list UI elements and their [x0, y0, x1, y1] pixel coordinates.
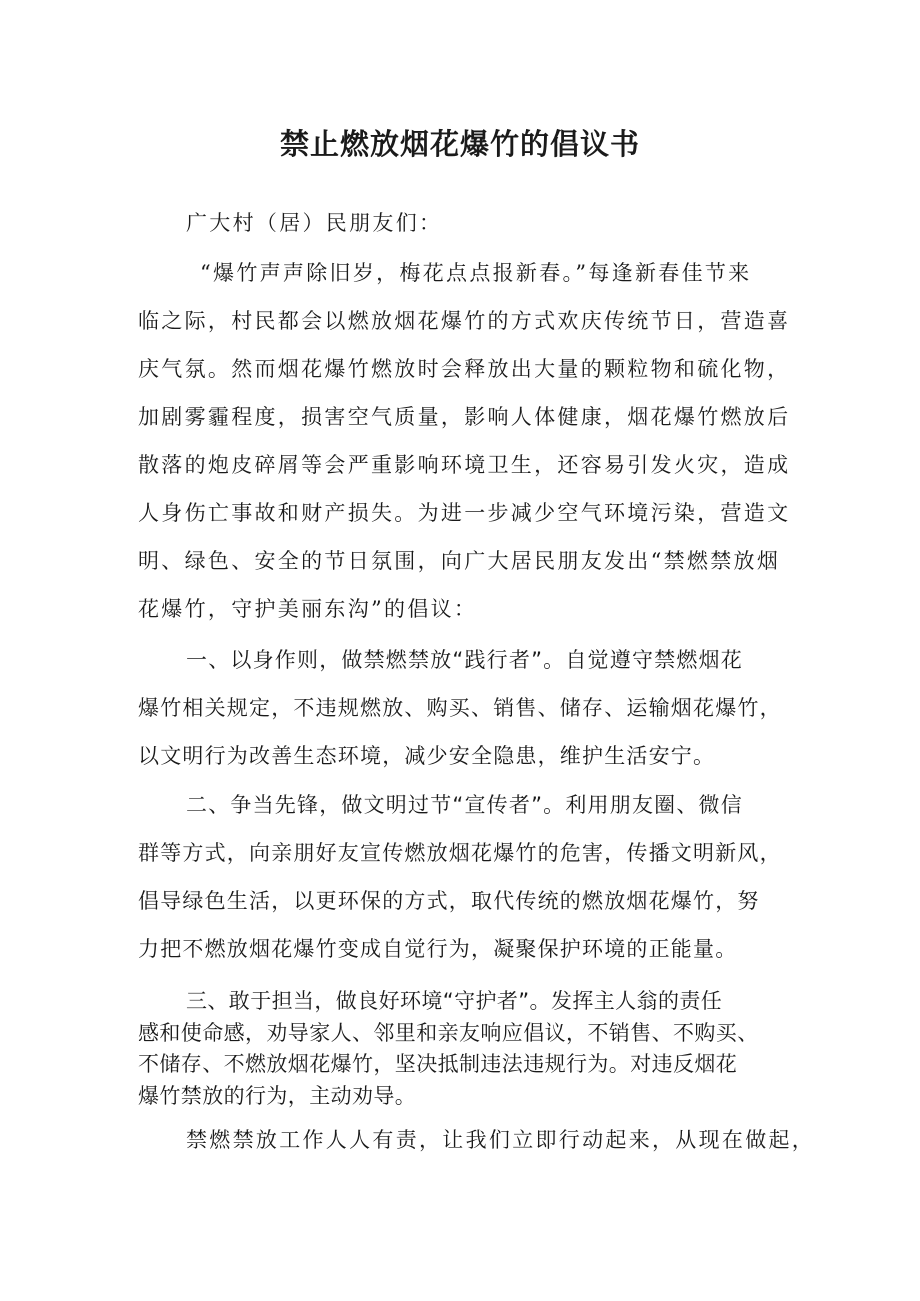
proposal-item-2-line: 倡导绿色生活，以更环保的方式，取代传统的燃放烟花爆竹，努 [138, 889, 760, 913]
intro-line: 人身伤亡事故和财产损失。为进一步减少空气环境污染，营造文 [138, 501, 791, 525]
proposal-item-1-line: 爆竹相关规定，不违规燃放、购买、销售、储存、运输烟花爆竹， [138, 696, 782, 720]
intro-line: 散落的炮皮碎屑等会严重影响环境卫生，还容易引发火灾，造成 [138, 453, 791, 477]
intro-line: 庆气氛。然而烟花爆竹燃放时会释放出大量的颗粒物和硫化物， [138, 357, 791, 381]
proposal-item-1-line: 以文明行为改善生态环境，减少安全隐患，维护生活安宁。 [138, 744, 716, 768]
closing-line: 禁燃禁放工作人人有责，让我们立即行动起来，从现在做起， [186, 1128, 816, 1152]
proposal-item-3-line: 爆竹禁放的行为，主动劝导。 [138, 1084, 417, 1108]
proposal-item-3-line: 不储存、不燃放烟花爆竹，坚决抵制违法违规行为。对违反烟花 [138, 1052, 738, 1076]
intro-line: 花爆竹，守护美丽东沟”的倡议： [138, 597, 478, 621]
salutation: 广大村（居）民朋友们： [186, 211, 443, 235]
intro-line: 明、绿色、安全的节日氛围，向广大居民朋友发出“禁燃禁放烟 [138, 549, 781, 573]
proposal-item-2-line: 力把不燃放烟花爆竹变成自觉行为，凝聚保护环境的正能量。 [138, 937, 738, 961]
document-title: 禁止燃放烟花爆竹的倡议书 [279, 127, 640, 161]
intro-line: 临之际，村民都会以燃放烟花爆竹的方式欢庆传统节日，营造喜 [138, 309, 791, 333]
intro-line: “爆竹声声除旧岁，梅花点点报新春。”每逢新春佳节来 [200, 261, 752, 285]
proposal-item-2-line: 群等方式，向亲朋好友宣传燃放烟花爆竹的危害，传播文明新风， [138, 841, 782, 865]
proposal-item-3-line: 感和使命感，劝导家人、邻里和亲友响应倡议，不销售、不购买、 [138, 1021, 759, 1045]
proposal-item-2-line: 二、争当先锋，做文明过节“宣传者”。利用朋友圈、微信 [186, 793, 743, 817]
intro-line: 加剧雾霾程度，损害空气质量，影响人体健康，烟花爆竹燃放后 [138, 405, 791, 429]
proposal-item-3-line: 三、敢于担当，做良好环境“守护者”。发挥主人翁的责任 [186, 989, 723, 1013]
proposal-item-1-line: 一、以身作则，做禁燃禁放“践行者”。自觉遵守禁燃烟花 [186, 648, 743, 672]
